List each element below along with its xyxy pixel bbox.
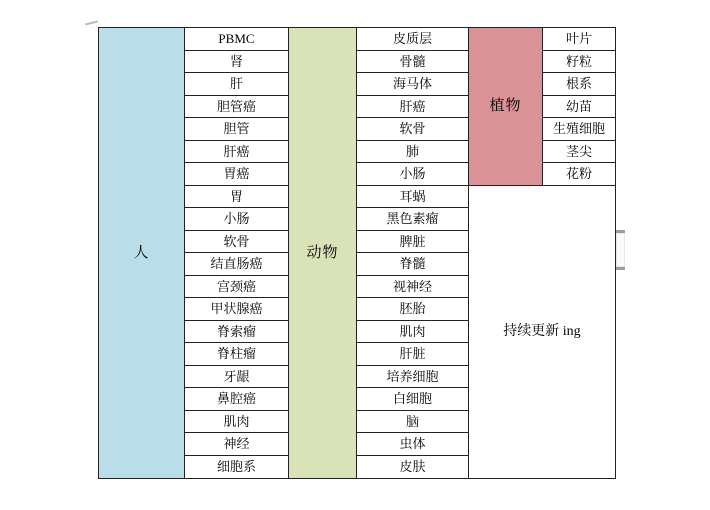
human-item-cell: 甲状腺癌 (185, 298, 289, 321)
animal-item-cell: 皮质层 (357, 28, 469, 51)
human-item-cell: 肾 (185, 51, 289, 74)
human-item-cell: 神经 (185, 433, 289, 456)
animal-item-cell: 培养细胞 (357, 366, 469, 389)
human-item-cell: 小肠 (185, 208, 289, 231)
human-item-cell: 肝 (185, 73, 289, 96)
plant-item-cell: 幼苗 (543, 96, 615, 119)
human-item-cell: 胆管 (185, 118, 289, 141)
plant-item-cell: 茎尖 (543, 141, 615, 164)
human-item-cell: 宫颈癌 (185, 276, 289, 299)
plant-item-cell: 生殖细胞 (543, 118, 615, 141)
human-item-cell: 肝癌 (185, 141, 289, 164)
animal-item-cell: 皮肤 (357, 456, 469, 479)
animal-item-cell: 黑色素瘤 (357, 208, 469, 231)
human-item-cell: PBMC (185, 28, 289, 51)
human-item-cell: 细胞系 (185, 456, 289, 479)
animal-item-cell: 虫体 (357, 433, 469, 456)
animal-item-cell: 骨髓 (357, 51, 469, 74)
category-cell-human: 人 (99, 28, 185, 478)
category-cell-animal: 动物 (289, 28, 357, 478)
animal-item-cell: 耳蜗 (357, 186, 469, 209)
screenshot-artifact-bar (616, 267, 625, 270)
animal-item-cell: 脾脏 (357, 231, 469, 254)
category-cell-plant: 植物 (469, 28, 543, 186)
screenshot-artifact-tick (85, 20, 98, 25)
human-item-cell: 脊柱瘤 (185, 343, 289, 366)
human-item-cell: 鼻腔癌 (185, 388, 289, 411)
human-item-cell: 软骨 (185, 231, 289, 254)
plant-item-cell: 根系 (543, 73, 615, 96)
animal-item-cell: 肺 (357, 141, 469, 164)
screenshot-artifact-scrollbar (616, 230, 625, 270)
human-item-cell: 结直肠癌 (185, 253, 289, 276)
plant-item-cell: 叶片 (543, 28, 615, 51)
animal-item-cell: 脊髓 (357, 253, 469, 276)
animal-item-cell: 白细胞 (357, 388, 469, 411)
animal-item-cell: 肌肉 (357, 321, 469, 344)
plant-item-cell: 籽粒 (543, 51, 615, 74)
human-item-cell: 脊索瘤 (185, 321, 289, 344)
animal-item-cell: 脑 (357, 411, 469, 434)
sample-category-table (98, 27, 616, 479)
animal-item-cell: 肝脏 (357, 343, 469, 366)
human-item-cell: 肌肉 (185, 411, 289, 434)
animal-item-cell: 肝癌 (357, 96, 469, 119)
animal-item-cell: 胚胎 (357, 298, 469, 321)
animal-item-cell: 软骨 (357, 118, 469, 141)
screenshot-artifact-track (616, 233, 625, 267)
human-item-cell: 胃癌 (185, 163, 289, 186)
animal-item-cell: 小肠 (357, 163, 469, 186)
human-item-cell: 胃 (185, 186, 289, 209)
animal-item-cell: 海马体 (357, 73, 469, 96)
plant-item-cell: 花粉 (543, 163, 615, 186)
animal-item-cell: 视神经 (357, 276, 469, 299)
human-item-cell: 胆管癌 (185, 96, 289, 119)
human-item-cell: 牙龈 (185, 366, 289, 389)
updating-note-cell: 持续更新 ing (503, 323, 581, 339)
